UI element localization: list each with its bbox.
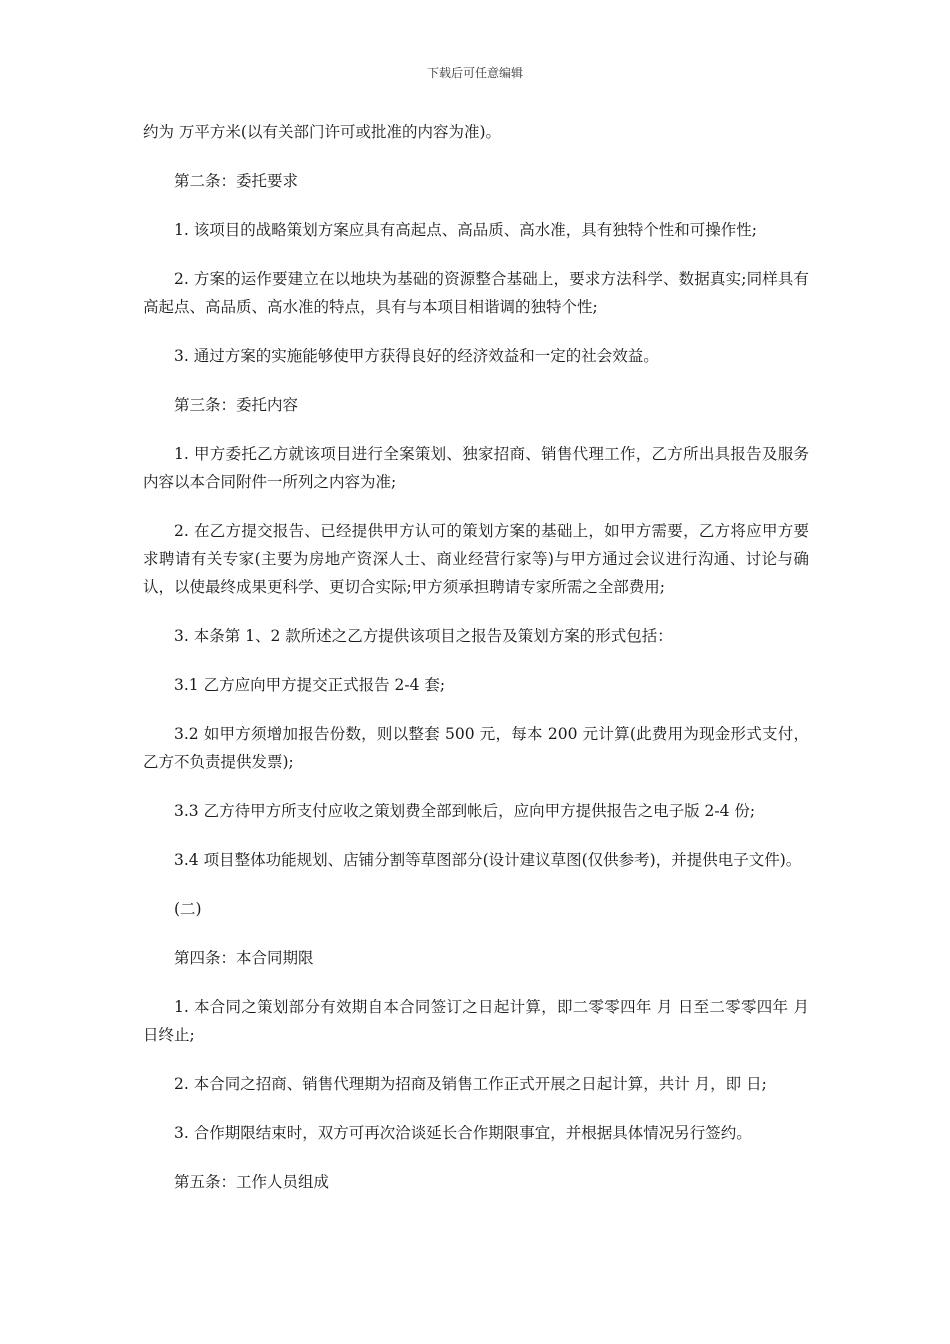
paragraph-area-note: 约为 万平方米(以有关部门许可或批准的内容为准)。	[143, 123, 502, 141]
article-3-item-3-3: 3.3 乙方待甲方所支付应收之策划费全部到帐后，应向甲方提供报告之电子版 2-4 份;	[174, 802, 756, 820]
article-4-item-2: 2. 本合同之招商、销售代理期为招商及销售工作正式开展之日起计算，共计 月，即 日;	[174, 1075, 767, 1093]
article-3-item-1: 1. 甲方委托乙方就该项目进行全案策划、独家招商、销售代理工作，乙方所出具报告及服务内容以本合同附件一所列之内容为准;	[143, 445, 809, 491]
article-3-item-3-2: 3.2 如甲方须增加报告份数，则以整套 500 元，每本 200 元计算(此费用为现金形式支付，乙方不负责提供发票);	[143, 725, 809, 771]
article-4-heading: 第四条：本合同期限	[174, 949, 314, 967]
article-2-item-3: 3. 通过方案的实施能够使甲方获得良好的经济效益和一定的社会效益。	[174, 347, 659, 365]
page-header: 下载后可任意编辑	[426, 66, 523, 80]
article-2-item-2: 2. 方案的运作要建立在以地块为基础的资源整合基础上，要求方法科学、数据真实;同样具有高起点、高品质、高水准的特点，具有与本项目相谐调的独特个性;	[143, 270, 809, 316]
article-3-item-3-1: 3.1 乙方应向甲方提交正式报告 2-4 套;	[174, 676, 446, 694]
article-3-heading: 第三条：委托内容	[174, 396, 299, 414]
article-2-item-1: 1. 该项目的战略策划方案应具有高起点、高品质、高水准，具有独特个性和可操作性;	[174, 221, 757, 239]
article-2-heading: 第二条：委托要求	[174, 172, 299, 190]
article-4-item-3: 3. 合作期限结束时，双方可再次洽谈延长合作期限事宜，并根据具体情况另行签约。	[174, 1124, 752, 1142]
article-3-item-2: 2. 在乙方提交报告、已经提供甲方认可的策划方案的基础上，如甲方需要，乙方将应甲方要求聘请有关专家(主要为房地产资深人士、商业经营行家等)与甲方通过会议进行沟通、讨论与确认，以使最终成果更科学、更切合实际;甲方须承担聘请专家所需之全部费用;	[143, 522, 809, 596]
article-4-item-1: 1. 本合同之策划部分有效期自本合同签订之日起计算，即二零零四年 月 日至二零零四年 月 日终止;	[143, 998, 809, 1044]
article-3-item-3-4: 3.4 项目整体功能规划、店铺分割等草图部分(设计建议草图(仅供参考)，并提供电子文件)。	[174, 851, 802, 869]
document-body	[143, 118, 809, 1217]
section-marker: (二)	[174, 900, 202, 918]
article-5-heading: 第五条：工作人员组成	[174, 1173, 330, 1191]
article-3-item-3: 3. 本条第 1、2 款所述之乙方提供该项目之报告及策划方案的形式包括：	[174, 627, 673, 645]
